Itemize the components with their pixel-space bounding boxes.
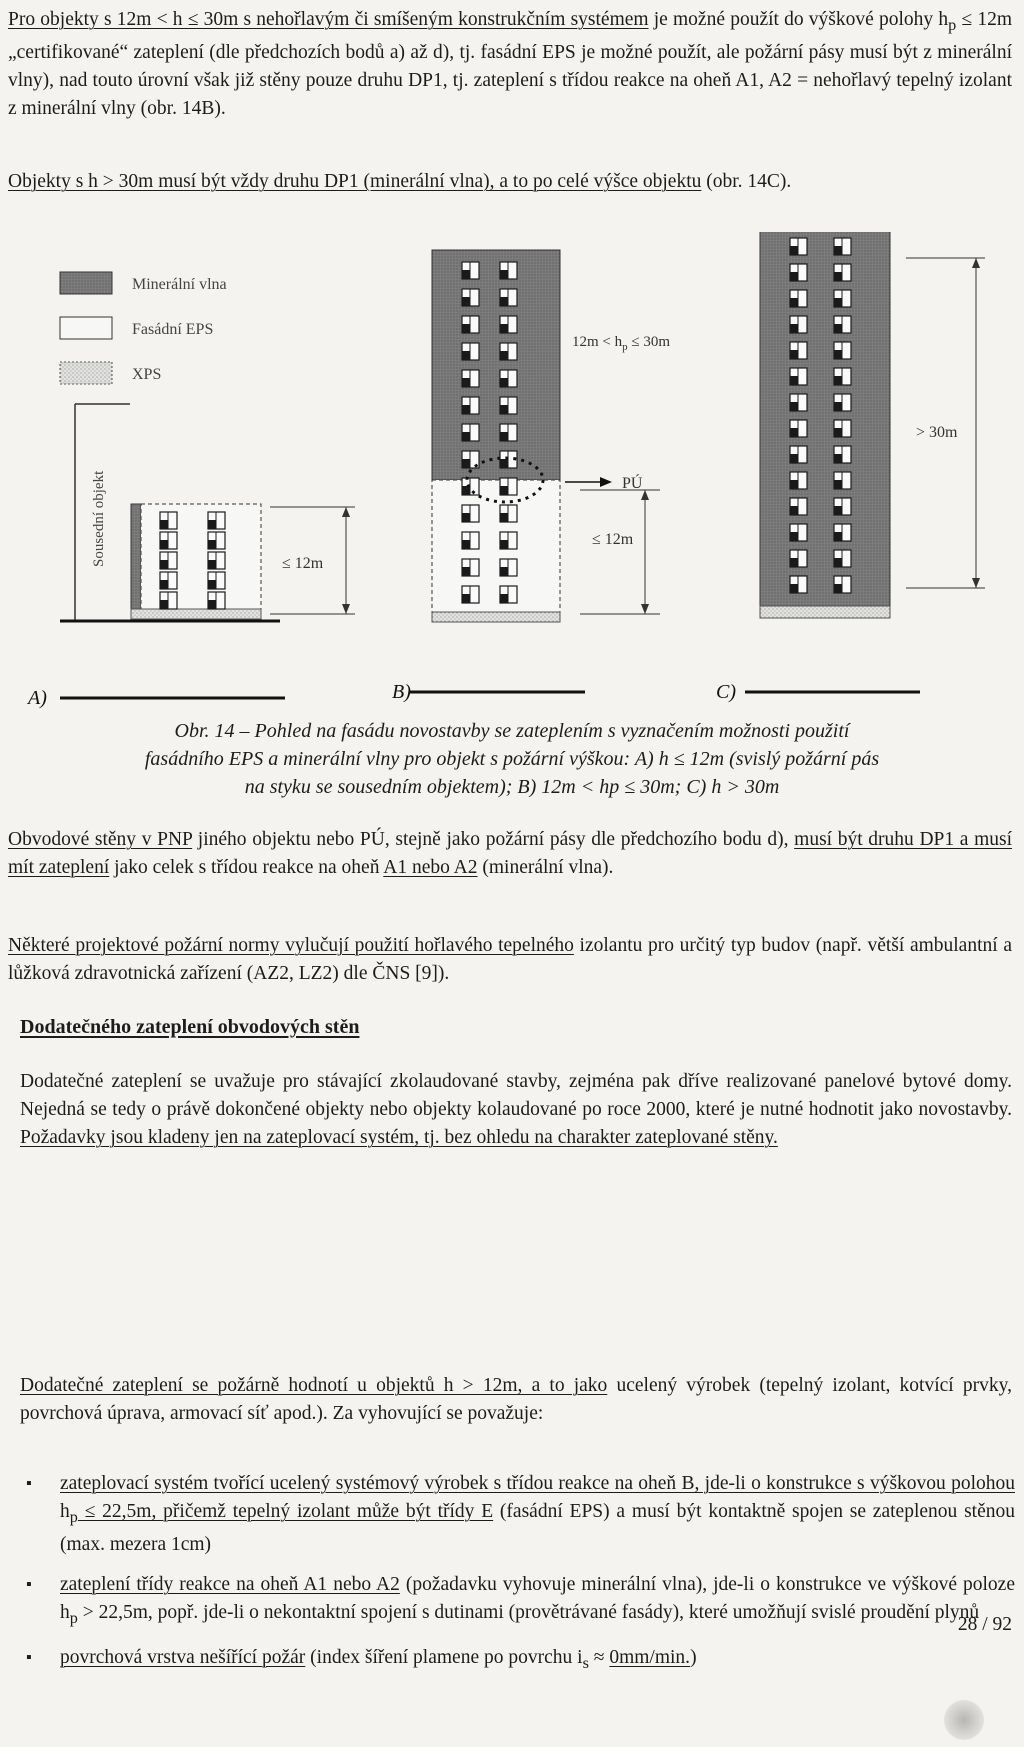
paragraph-height-12-30 bbox=[8, 6, 1012, 123]
window-icon bbox=[790, 316, 807, 333]
subscript: s bbox=[582, 1653, 589, 1672]
window-icon bbox=[462, 370, 479, 387]
window-icon bbox=[208, 592, 225, 609]
window-icon bbox=[160, 512, 177, 529]
text: jiného objektu nebo PÚ, stejně jako požární pásy dle předchozího bodu d), bbox=[192, 829, 795, 850]
dimension-a-label: ≤ 12m bbox=[282, 555, 324, 572]
window-icon bbox=[208, 572, 225, 589]
text: ≈ bbox=[588, 1646, 610, 1668]
text: (fasádní EPS) a musí být kontaktně spojen se zateplenou stěnou (max. mezera 1cm) bbox=[60, 1501, 1015, 1555]
text: (minerální vlna). bbox=[477, 857, 614, 878]
legend-swatch-eps bbox=[60, 317, 112, 339]
window-icon bbox=[790, 446, 807, 463]
building-a bbox=[26, 404, 355, 709]
page-number: 28 / 92 bbox=[957, 1614, 1012, 1635]
text: > 22,5m, popř. jde-li o nekontaktní spojení s dutinami (provětrávané fasády), které umožňují svislé proudění plynů bbox=[77, 1601, 980, 1623]
base-xps-c bbox=[760, 606, 890, 618]
text: (obr. 14C). bbox=[701, 171, 792, 192]
underlined-text: Některé projektové požární normy vylučují použití hořlavého tepelného bbox=[8, 935, 574, 956]
window-icon bbox=[500, 289, 517, 306]
window-icon bbox=[790, 342, 807, 359]
window-icon bbox=[500, 316, 517, 333]
window-icon bbox=[790, 472, 807, 489]
caption-line-2: fasádního EPS a minerální vlny pro objekt s požární výškou: A) h ≤ 12m (svislý požární pás bbox=[144, 748, 880, 770]
underlined-text: Pro objekty s 12m < h ≤ 30m s nehořlavým či smíšeným konstrukčním systémem bbox=[8, 9, 649, 30]
paragraph-pnp-walls bbox=[8, 826, 1012, 882]
text: ) bbox=[690, 1646, 697, 1668]
window-icon bbox=[834, 342, 851, 359]
window-icon bbox=[462, 478, 479, 495]
panel-b-label: B) bbox=[392, 681, 411, 703]
window-icon bbox=[160, 572, 177, 589]
legend-label-xps: XPS bbox=[132, 366, 162, 383]
text: je možné použít do výškové polohy h bbox=[648, 9, 949, 30]
window-icon bbox=[834, 420, 851, 437]
window-icon bbox=[834, 264, 851, 281]
window-icon bbox=[834, 238, 851, 255]
underlined-text: A1 nebo A2 bbox=[383, 857, 478, 878]
window-icon bbox=[500, 397, 517, 414]
window-icon bbox=[834, 290, 851, 307]
window-icon bbox=[790, 550, 807, 567]
facade-eps-lower bbox=[432, 480, 560, 612]
window-icon bbox=[834, 472, 851, 489]
window-icon bbox=[500, 478, 517, 495]
window-icon bbox=[790, 576, 807, 593]
window-icon bbox=[790, 394, 807, 411]
facade-mineral-upper bbox=[432, 250, 560, 480]
window-icon bbox=[834, 316, 851, 333]
underlined-text: Dodatečné zateplení se požárně hodnotí u objektů h > 12m, a to jako bbox=[20, 1375, 608, 1396]
window-icon bbox=[500, 343, 517, 360]
window-icon bbox=[790, 524, 807, 541]
window-icon bbox=[462, 397, 479, 414]
scan-mark bbox=[944, 1700, 984, 1740]
underlined-text: ≤ 22,5m, přičemž tepelný izolant může být třídy E bbox=[77, 1501, 494, 1522]
window-icon bbox=[834, 394, 851, 411]
window-icon bbox=[462, 532, 479, 549]
caption-line-3: na styku se sousedním objektem); B) 12m < hp ≤ 30m; C) h > 30m bbox=[244, 776, 780, 798]
text: (požadavku vyhovuje minerální vlna), jde-li o konstrukce ve výškové poloze h bbox=[60, 1573, 1015, 1623]
window-icon bbox=[834, 368, 851, 385]
window-icon bbox=[790, 264, 807, 281]
panel-c-label: C) bbox=[716, 681, 736, 703]
window-icon bbox=[160, 552, 177, 569]
window-icon bbox=[462, 262, 479, 279]
window-icon bbox=[462, 289, 479, 306]
window-icon bbox=[834, 498, 851, 515]
legend bbox=[60, 272, 227, 384]
subscript: p bbox=[948, 15, 957, 34]
legend-swatch-mineral bbox=[60, 272, 112, 294]
subscript: p bbox=[69, 1608, 78, 1627]
window-icon bbox=[208, 532, 225, 549]
building-b bbox=[392, 250, 670, 703]
window-icon bbox=[834, 576, 851, 593]
facade-eps bbox=[141, 504, 261, 609]
section-heading: Dodatečného zateplení obvodových stěn bbox=[20, 1016, 360, 1038]
text: jako celek s třídou reakce na oheň bbox=[109, 857, 384, 878]
window-icon bbox=[500, 370, 517, 387]
window-icon bbox=[500, 532, 517, 549]
list-item bbox=[20, 1571, 1015, 1632]
caption-line-1: Obr. 14 – Pohled na fasádu novostavby se zateplením s vyznačením možnosti použití bbox=[174, 720, 850, 742]
facade-mineral-full bbox=[760, 232, 890, 606]
window-icon bbox=[500, 559, 517, 576]
dimension-b-label: ≤ 12m bbox=[592, 531, 634, 548]
window-icon bbox=[790, 238, 807, 255]
window-icon bbox=[834, 524, 851, 541]
text: h bbox=[60, 1501, 70, 1522]
base-xps bbox=[131, 609, 261, 619]
window-icon bbox=[160, 592, 177, 609]
requirements-list bbox=[20, 1470, 1015, 1689]
legend-swatch-xps bbox=[60, 362, 112, 384]
window-icon bbox=[790, 368, 807, 385]
window-icon bbox=[462, 343, 479, 360]
window-icon bbox=[462, 586, 479, 603]
window-icon bbox=[790, 290, 807, 307]
window-icon bbox=[160, 532, 177, 549]
height-range-label: $12m < h_p \le 30m$ bbox=[572, 334, 671, 353]
window-icon bbox=[462, 316, 479, 333]
window-icon bbox=[834, 550, 851, 567]
window-icon bbox=[834, 446, 851, 463]
window-icon bbox=[790, 420, 807, 437]
window-icon bbox=[500, 262, 517, 279]
text: Dodatečné zateplení se uvažuje pro stávající zkolaudované stavby, zejména pak dříve realizované panelové bytové domy. Nejedná se tedy o právě dokončené objekty nebo objekty kolaudované po roce 2000, které je nutné hodnotit jako novostavby. bbox=[20, 1071, 1012, 1120]
facade-figure bbox=[0, 232, 1024, 722]
list-item bbox=[20, 1470, 1015, 1559]
window-icon bbox=[500, 424, 517, 441]
paragraph-additional-insulation bbox=[20, 1068, 1012, 1152]
legend-label-mineral: Minerální vlna bbox=[132, 276, 227, 293]
pu-label: PÚ bbox=[622, 475, 643, 492]
underlined-text: povrchová vrstva nešířící požár bbox=[60, 1646, 306, 1668]
window-icon bbox=[462, 424, 479, 441]
underlined-text: musí být druhu DP1 a musí mít zateplení bbox=[8, 829, 1013, 878]
paragraph-fire-assessment bbox=[20, 1372, 1012, 1428]
neighbor-object-label: Sousední objekt bbox=[91, 470, 107, 567]
text: (index šíření plamene po povrchu i bbox=[305, 1646, 583, 1668]
text: izolantu pro určitý typ budov (např. větší ambulantní a lůžková zdravotnická zařízení (AZ2, LZ2) dle ČNS [9]). bbox=[8, 935, 1012, 984]
bullet-icon: ▪ bbox=[26, 1575, 32, 1593]
window-icon bbox=[208, 512, 225, 529]
legend-label-eps: Fasádní EPS bbox=[132, 321, 214, 338]
bullet-icon: ▪ bbox=[26, 1475, 32, 1492]
subscript: p bbox=[69, 1507, 78, 1526]
building-c bbox=[716, 232, 985, 703]
base-xps-b bbox=[432, 612, 560, 622]
window-icon bbox=[500, 586, 517, 603]
panel-a-label: A) bbox=[28, 687, 47, 709]
dimension-c-label: > 30m bbox=[916, 424, 958, 441]
vertical-fire-strip bbox=[131, 504, 141, 617]
facade-diagram bbox=[0, 232, 1024, 722]
figure-caption bbox=[0, 717, 1024, 801]
paragraph-height-over-30 bbox=[8, 168, 1012, 196]
underlined-text: Obvodové stěny v PNP bbox=[8, 829, 193, 850]
window-icon bbox=[208, 552, 225, 569]
underlined-text: 0mm/min. bbox=[609, 1646, 691, 1668]
window-icon bbox=[500, 505, 517, 522]
paragraph-fire-norms bbox=[8, 932, 1012, 988]
underlined-text: Objekty s h > 30m musí být vždy druhu DP1 (minerální vlna), a to po celé výšce objektu bbox=[8, 171, 702, 192]
text: ≤ 12m „certifikované“ zateplení (dle předchozích bodů a) až d), tj. fasádní EPS je možné použít, ale požární pásy musí být z minerální vlny), nad touto úrovní však již stěny pouze druhu DP1, tj. zateplení s třídou reakce na oheň A1, A2 = nehořlavý tepelný izolant z minerální vlny (obr. 14B). bbox=[8, 9, 1012, 119]
bullet-icon: ▪ bbox=[26, 1648, 32, 1666]
list-item bbox=[20, 1644, 1015, 1677]
window-icon bbox=[462, 559, 479, 576]
underlined-text: zateplení třídy reakce na oheň A1 nebo A2 bbox=[60, 1573, 400, 1595]
text: ucelený výrobek (tepelný izolant, kotvící prvky, povrchová úprava, armovací síť apod.). Za vyhovující se považuje: bbox=[20, 1375, 1012, 1424]
window-icon bbox=[790, 498, 807, 515]
underlined-text: Požadavky jsou kladeny jen na zateplovací systém, tj. bez ohledu na charakter zateplované stěny. bbox=[20, 1127, 778, 1148]
window-icon bbox=[462, 505, 479, 522]
underlined-text: zateplovací systém tvořící ucelený systémový výrobek s třídou reakce na oheň B, jde-li o konstrukce s výškovou polohou bbox=[60, 1473, 1015, 1494]
